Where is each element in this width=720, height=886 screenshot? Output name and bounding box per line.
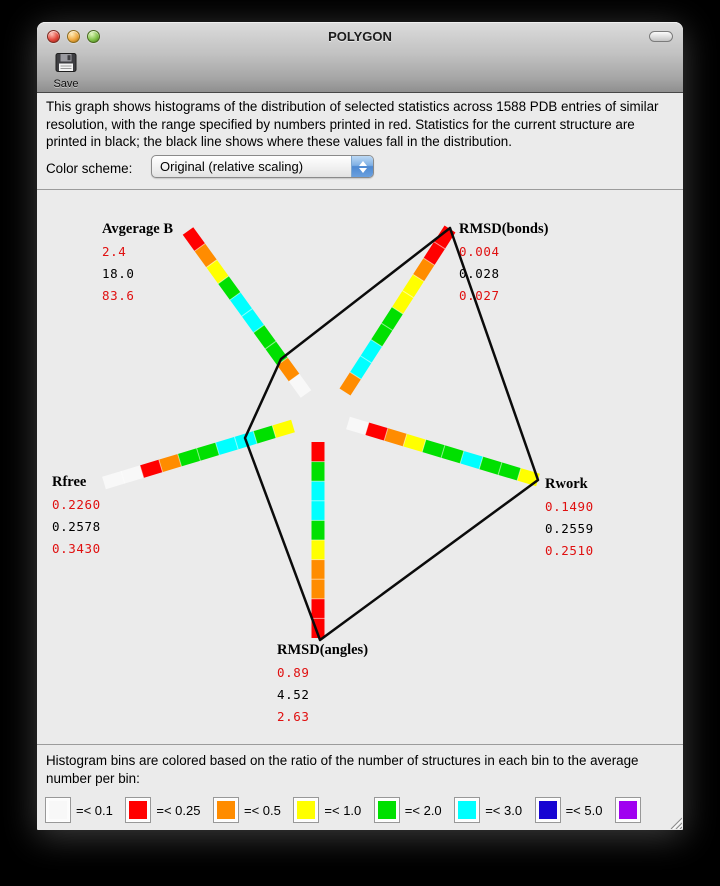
axis-avgb-min: 2.4 <box>102 244 127 259</box>
legend-item-label: =< 3.0 <box>485 802 523 818</box>
histogram-segment <box>408 278 419 294</box>
blue-bin-swatch <box>535 797 561 823</box>
save-button[interactable] <box>46 53 86 90</box>
axis-title-rmsd_angles: RMSD(angles) <box>277 642 369 658</box>
purple-bin-swatch <box>615 797 641 823</box>
axis-rwork-current: 0.2559 <box>545 521 594 536</box>
histogram-segment <box>424 446 443 452</box>
axis-title-rwork: Rwork <box>545 476 588 492</box>
window-chrome <box>37 22 683 93</box>
description-text: This graph shows histograms of the distribution of selected statistics across 1588 PDB entries of similar resolution, with the range specified by numbers printed in red. Statistics for the current structure are printed in black; the black line shows where these values fall in the distribution. <box>46 99 659 149</box>
histogram-segment <box>429 245 440 261</box>
histogram-segment <box>398 294 409 310</box>
chevron-up-icon <box>359 161 367 166</box>
dropdown-stepper <box>351 156 373 177</box>
histogram-segment <box>188 231 200 247</box>
histogram-segment <box>161 460 180 466</box>
chevron-down-icon <box>359 168 367 173</box>
axis-rwork-min: 0.1490 <box>545 499 594 514</box>
legend-item-label: =< 2.0 <box>404 802 442 818</box>
red-bin-swatch <box>125 797 151 823</box>
axis-title-rfree: Rfree <box>52 474 87 490</box>
axis-rwork <box>545 476 594 562</box>
color-scheme-dropdown[interactable] <box>151 155 374 178</box>
axis-rmsd_angles <box>277 642 368 728</box>
axis-rfree-max: 0.3430 <box>52 541 101 556</box>
histogram-segment <box>282 361 294 377</box>
histogram-segment <box>366 343 377 359</box>
legend-item-white <box>45 797 113 823</box>
axis-rfree <box>52 474 101 560</box>
axis-rfree-min: 0.2260 <box>52 497 101 512</box>
polygon-plot <box>37 191 683 745</box>
histogram-segment <box>481 463 500 469</box>
histogram-segment <box>247 313 259 329</box>
axis-rmsd_bonds <box>459 221 548 307</box>
histogram-segment <box>386 434 405 440</box>
axis-rfree-current: 0.2578 <box>52 519 101 534</box>
histogram-segment <box>274 426 293 432</box>
histogram-segment <box>123 472 142 478</box>
save-floppy-icon <box>55 53 77 72</box>
axis-rmsd_angles-min: 0.89 <box>277 665 310 680</box>
histogram-segment <box>142 466 161 472</box>
legend-item-label: =< 5.0 <box>565 802 603 818</box>
legend-item-red <box>125 797 200 823</box>
save-button-label: Save <box>53 78 79 90</box>
histogram-segment <box>377 327 388 343</box>
axis-avgb <box>102 221 173 307</box>
histogram-segment <box>235 296 247 312</box>
legend-item-label: =< 0.25 <box>156 802 201 818</box>
axis-rwork-max: 0.2510 <box>545 543 594 558</box>
resize-grip[interactable] <box>669 816 682 829</box>
legend-row <box>45 797 641 823</box>
axis-avgb-max: 83.6 <box>102 288 135 303</box>
histogram-segment <box>500 469 519 475</box>
cyan-bin-swatch <box>454 797 480 823</box>
legend-item-purple <box>615 797 641 823</box>
legend-item-cyan <box>454 797 522 823</box>
titlebar[interactable] <box>37 22 683 51</box>
toolbar-toggle-button[interactable] <box>649 31 673 42</box>
axis-rmsd_bonds-current: 0.028 <box>459 266 500 281</box>
window-title: POLYGON <box>328 29 392 44</box>
histogram-segment <box>104 477 123 483</box>
axis-rmsd_bonds-min: 0.004 <box>459 244 500 259</box>
histogram-segment <box>356 359 367 375</box>
legend-item-blue <box>535 797 603 823</box>
legend-description: Histogram bins are colored based on the ratio of the number of structures in each bin to the average number per bin: <box>46 753 639 786</box>
legend-item-orange <box>213 797 281 823</box>
axis-rmsd_angles-max: 2.63 <box>277 709 310 724</box>
legend-item-yellow <box>293 797 361 823</box>
info-section <box>37 93 683 190</box>
axis-rmsd_bonds-max: 0.027 <box>459 288 500 303</box>
color-scheme-label: Color scheme: <box>46 161 133 176</box>
histogram-segment <box>212 264 224 280</box>
histogram-segment <box>255 432 274 438</box>
axis-title-rmsd_bonds: RMSD(bonds) <box>459 221 549 237</box>
white-bin-swatch <box>45 797 71 823</box>
legend-item-green <box>374 797 442 823</box>
orange-bin-swatch <box>213 797 239 823</box>
histogram-segment <box>223 280 235 296</box>
histogram-segment <box>200 247 212 263</box>
yellow-bin-swatch <box>293 797 319 823</box>
histogram-segment <box>462 457 481 463</box>
histogram-segment <box>199 449 218 455</box>
color-scheme-selected-value: Original (relative scaling) <box>160 159 304 174</box>
axis-title-avgb: Avgerage B <box>102 221 173 237</box>
green-bin-swatch <box>374 797 400 823</box>
histogram-segment <box>217 443 236 449</box>
histogram-segment <box>405 440 424 446</box>
axis-avgb-current: 18.0 <box>102 266 135 281</box>
histogram-segment <box>443 452 462 458</box>
histogram-segment <box>348 423 367 429</box>
histogram-segment <box>294 378 306 394</box>
histogram-segment <box>387 311 398 327</box>
histogram-segment <box>419 262 430 278</box>
polygon-window <box>37 22 683 830</box>
legend-item-label: =< 1.0 <box>324 802 362 818</box>
histogram-segment <box>367 429 386 435</box>
histogram-segment <box>345 376 356 392</box>
histogram-segment <box>180 455 199 461</box>
axis-rmsd_angles-current: 4.52 <box>277 687 310 702</box>
legend-item-label: =< 0.5 <box>244 802 281 818</box>
histogram-segment <box>259 329 271 345</box>
legend-item-label: =< 0.1 <box>76 802 113 818</box>
